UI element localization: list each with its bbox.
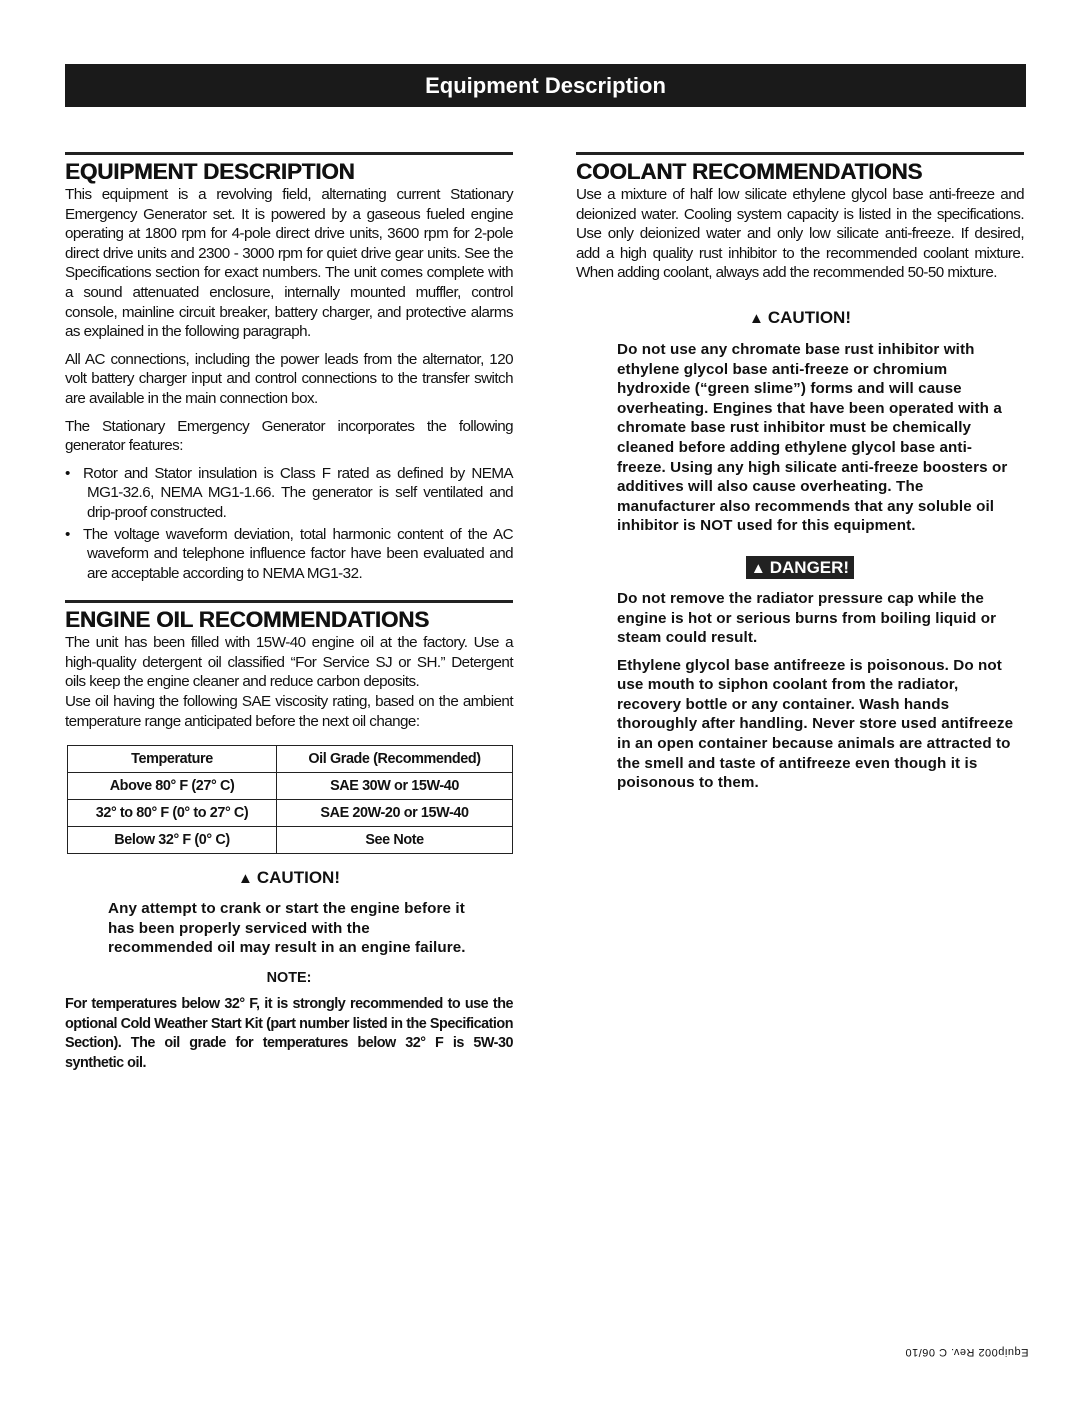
list-item [65,525,513,584]
oil-grade-table [67,745,513,854]
oil-grade-cell: SAE 30W or 15W-40 [277,773,513,800]
equipment-paragraph-1: This equipment is a revolving field, alternating current Stationary Emergency Generator set. It is powered by a gaseous fueled engine operating at 1800 rpm for 4-pole direct drive units, 3600 rpm for 2-pole direct drive units and 2300 - 3000 rpm for quiet drive gear units. See the Specifications section for exact numbers. The unit comes complete with a sound attenuated enclosure, internally mounted muffler, control console, mainline circuit breaker, battery charger, and protective alarms as explained in the following paragraph. [65,186,513,341]
left-column [65,152,513,1073]
danger-badge [746,556,854,579]
banner-title: Equipment Description [425,72,666,98]
right-column [576,152,1024,793]
warning-triangle-icon: ▲ [750,559,766,577]
warning-triangle-icon: ▲ [749,309,764,327]
danger-text-1: Do not remove the radiator pressure cap while the engine is hot or serious burns from boiling liquid or steam could result. [617,589,997,647]
table-header-row [68,746,513,773]
danger-text-2: Ethylene glycol base antifreeze is poisonous. Do not use mouth to siphon coolant from the radiator, recovery bottle or any container. Wash hands thoroughly after handling. Never store used antifreeze in an open container because animals are attracted to the smell and taste of antifreeze even though it is poisonous to them. [617,656,1014,792]
table-row [68,827,513,854]
page-banner [65,64,1026,107]
oil-grade-cell: See Note [277,827,513,854]
note-heading: NOTE: [266,970,312,987]
features-list [65,464,513,584]
bullet-icon: • [65,464,70,482]
caution-heading [576,307,1024,330]
oil-grade-cell: SAE 20W-20 or 15W-40 [277,800,513,827]
danger-heading [576,556,1024,579]
oil-note-block [65,968,513,1073]
table-row [68,773,513,800]
bullet-icon: • [65,525,70,543]
warning-triangle-icon: ▲ [238,870,253,888]
temperature-cell: Below 32° F (0° C) [68,827,277,854]
coolant-section [576,152,1024,793]
equipment-paragraph-2: All AC connections, including the power leads from the alternator, 120 volt battery charger input and control connections to the transfer switch are available in the main connection box. [65,350,513,407]
coolant-caution-text: Do not use any chromate base rust inhibitor with ethylene glycol base anti-freeze or chromium hydroxide (“green slime”) forms and will cause overheating. Engines that have been operated with a chromate base rust inhibitor must be chemically cleaned before adding ethylene glycol base anti-freeze. Using any high silicate anti-freeze boosters or additives will also cause overheating. The manufacturer also recommends that any soluble oil inhibitor is NOT used for this equipment. [617,340,1008,535]
feature-text: The voltage waveform deviation, total harmonic content of the AC waveform and telephone influence factor have been evaluated and are acceptable according to NEMA MG1-32. [83,525,513,582]
column-header-oil-grade: Oil Grade (Recommended) [277,746,513,773]
feature-text: Rotor and Stator insulation is Class F rated as defined by NEMA MG1-32.6, NEMA MG1-1.66. The generator is self ventilated and drip-proof constructed. [83,464,513,521]
temperature-cell: Above 80° F (27° C) [68,773,277,800]
temperature-cell: 32° to 80° F (0° to 27° C) [68,800,277,827]
danger-label: DANGER! [769,557,850,577]
caution-label: CAUTION! [256,868,340,888]
caution-label: CAUTION! [767,307,851,327]
engine-oil-heading: ENGINE OIL RECOMMENDATIONS [65,607,429,633]
equipment-description-heading: EQUIPMENT DESCRIPTION [65,159,355,184]
list-item [65,464,513,523]
coolant-danger-block [576,556,1024,793]
document-code: Equip002 Rev. C 06/10 [905,1346,1029,1358]
oil-paragraph-1: The unit has been filled with 15W-40 engine oil at the factory. Use a high-quality detergent oil classified “For Service SJ or SH.” Detergent oils keep the engine cleaner and reduce carbon deposits. [65,634,513,691]
table-row [68,800,513,827]
oil-caution-block [65,867,513,958]
note-text: For temperatures below 32° F, it is strongly recommended to use the optional Cold Weather Start Kit (part number listed in the Specification Section). The oil grade for temperatures below 32° F is 5W-30 synthetic oil. [65,996,513,1071]
engine-oil-section [65,600,513,1073]
coolant-paragraph: Use a mixture of half low silicate ethylene glycol base anti-freeze and deionized water. Cooling system capacity is listed in the specifications. Use only deionized water and only low silicate anti-freeze. If desired, add a high quality rust inhibitor to the recommended coolant mixture. When adding coolant, always add the recommended 50-50 mixture. [576,186,1024,282]
column-header-temperature: Temperature [68,746,277,773]
coolant-heading: COOLANT RECOMMENDATIONS [576,159,923,184]
caution-heading [65,867,513,890]
equipment-description-section [65,152,513,583]
oil-caution-text: Any attempt to crank or start the engine before it has been properly serviced with the recommended oil may result in an engine failure. [108,900,466,957]
equipment-paragraph-3: The Stationary Emergency Generator incorporates the following generator features: [65,417,513,455]
oil-paragraph-2: Use oil having the following SAE viscosity rating, based on the ambient temperature range anticipated before the next oil change: [65,693,513,730]
coolant-caution-block [576,307,1024,536]
